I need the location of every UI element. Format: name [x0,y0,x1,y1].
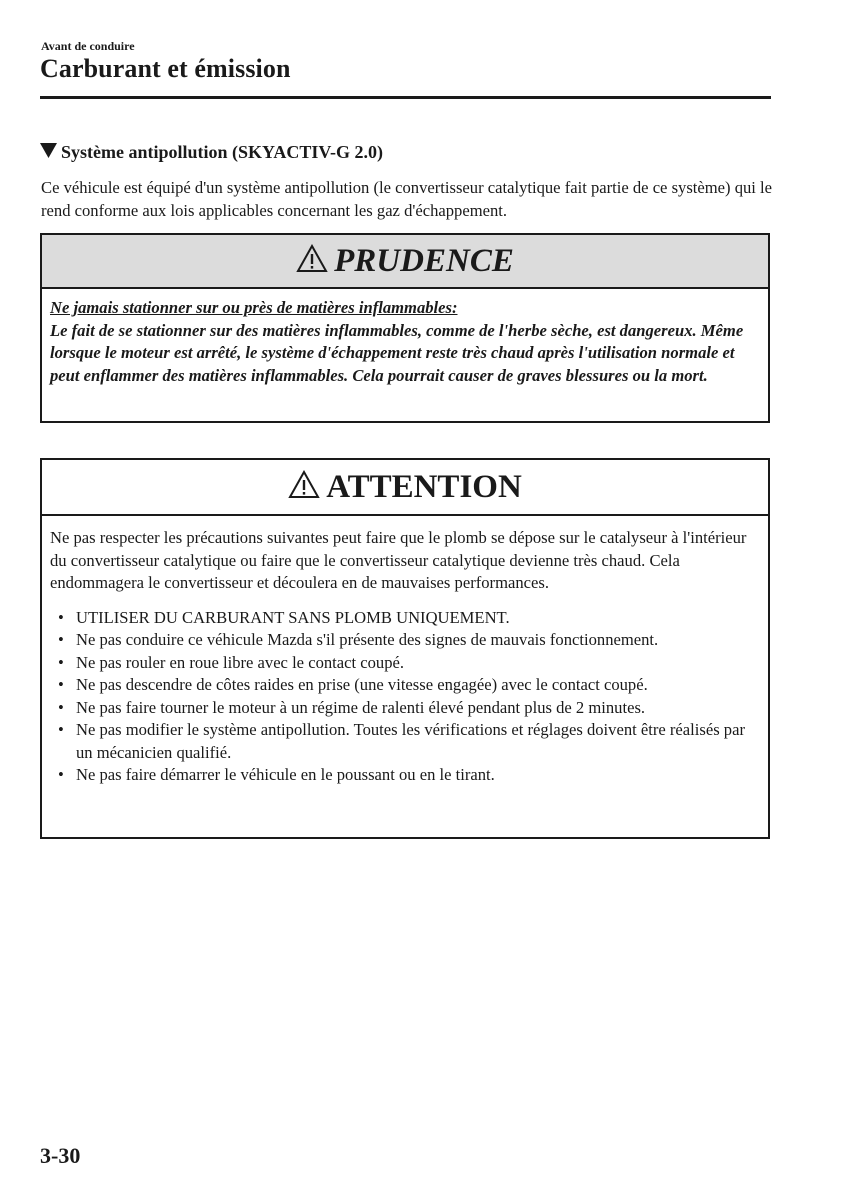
attention-title: ATTENTION [326,468,522,505]
warning-triangle-icon [296,244,328,278]
list-item [50,652,760,675]
list-item-text: Ne pas conduire ce véhicule Mazda s'il présente des signes de mauvais fonctionnement. [76,630,659,649]
attention-header [42,460,768,516]
prudence-box [40,233,770,423]
prudence-title: PRUDENCE [334,242,514,279]
bullet-icon: • [58,765,64,784]
attention-intro: Ne pas respecter les précautions suivantes peut faire que le plomb se dépose sur le catalyseur à l'intérieur du convertisseur catalytique ou faire que le convertisseur catalytique devienne très chaud. Cela endommagera le convertisseur et découlera en de mauvaises performances. [50,528,747,592]
breadcrumb: Avant de conduire [41,39,135,53]
attention-box [40,458,770,839]
prudence-lead: Ne jamais stationner sur ou près de matières inflammables: [50,298,458,317]
prudence-body [42,289,768,387]
section-heading-text: Système antipollution (SKYACTIV-G 2.0) [61,142,384,162]
list-item [50,719,760,764]
list-item [50,764,760,787]
bullet-icon: • [58,630,64,649]
bullet-icon: • [58,697,64,717]
bullet-icon: • [58,652,64,672]
section-intro: Ce véhicule est équipé d'un système antipollution (le convertisseur catalytique fait partie de ce système) qui le rend conforme aux lois applicables concernant les gaz d'échappement. [41,178,773,220]
list-item [50,674,760,697]
bullet-icon: • [58,675,64,694]
list-item [50,629,760,652]
page-title: Carburant et émission [40,54,291,83]
attention-body [42,516,768,787]
section-heading [40,142,383,163]
list-item [50,607,760,630]
list-item [50,697,760,720]
list-item-text: Ne pas rouler en roue libre avec le contact coupé. [76,652,405,672]
list-item-text: Ne pas descendre de côtes raides en prise (une vitesse engagée) avec le contact coupé. [76,675,648,694]
attention-list [50,607,760,787]
bullet-icon: • [58,607,64,627]
list-item-text: Ne pas faire tourner le moteur à un régime de ralenti élevé pendant plus de 2 minutes. [76,697,646,717]
page-number: 3-30 [40,1143,81,1168]
prudence-text: Le fait de se stationner sur des matières inflammables, comme de l'herbe sèche, est dangereux. Même lorsque le moteur est arrêté, le système d'échappement reste très chaud après l'utilisation normale et peut enflammer des matières inflammables. Cela pourrait causer de graves blessures ou la mort. [50,320,744,385]
triangle-down-icon [40,142,57,163]
bullet-icon: • [58,720,64,739]
prudence-header [42,235,768,289]
warning-triangle-icon [288,470,320,504]
list-item-text: Ne pas modifier le système antipollution. Toutes les vérifications et réglages doivent être réalisés par un mécanicien qualifié. [76,720,745,762]
title-divider [40,96,771,99]
list-item-text: Ne pas faire démarrer le véhicule en le poussant ou en le tirant. [76,765,495,784]
list-item-text: UTILISER DU CARBURANT SANS PLOMB UNIQUEMENT. [76,607,510,627]
